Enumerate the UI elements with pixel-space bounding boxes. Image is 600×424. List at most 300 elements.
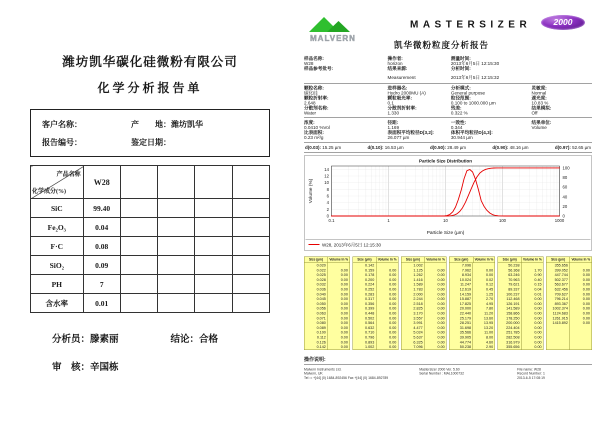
empty-cell [158,218,195,237]
info-field [304,56,388,66]
size-cell: 8.934 [450,273,473,278]
analyst-field [52,331,119,345]
size-cell: 20.000 [450,306,473,311]
volume-cell: 0.00 [340,344,348,350]
empty-header-cell [120,166,157,199]
size-header-cell: Size (µm) [498,257,522,263]
svg-text:Volume (%): Volume (%) [309,178,314,204]
report-no-label: 报告编号： [42,138,82,147]
size-cell: 10.024 [450,277,473,282]
notes-label: 操作说明: [304,356,326,363]
volume-cell: 0.15 [534,282,542,287]
volume-cell: 0.00 [389,291,397,297]
size-cell: 5.024 [401,330,424,335]
info-field-value: 1.330 [387,110,400,116]
size-cell: 0.050 [305,301,328,306]
divider [304,364,592,365]
corner-bottom-label: 化学成分(%) [32,189,66,195]
volume-header-cell: Volume In % [523,258,542,262]
volume-cell: 0.00 [437,291,445,297]
info-field-label: 分析时间: [450,66,471,71]
d-value: d(0.03): 15.25 µm [305,145,342,150]
size-table-row [450,345,495,350]
malvern-logo-icon [307,14,363,44]
size-cell: 7.962 [450,268,473,273]
volume-cell: 0.00 [340,339,348,345]
size-cell: 282.508 [498,335,521,340]
volume-cell: 0.00 [582,286,590,292]
component-name-cell: SiC [31,199,84,218]
chemical-analysis-report [30,52,270,373]
size-cell: 563.677 [547,282,570,287]
footer-file-info [517,368,592,381]
svg-text:1000: 1000 [554,218,565,223]
table-row [31,294,270,313]
size-cell: 89.337 [498,287,521,292]
mastersizer-2000-badge [541,15,585,30]
info-field-value: 0.344 [450,125,463,130]
corner-cell [31,166,84,199]
volume-cell: 0.00 [485,267,494,273]
volume-cell: 0.00 [582,306,590,311]
company-name: 潍坊凯华碳化硅微粉有限公司 [62,55,238,69]
volume-cell: 0.00 [340,296,348,302]
svg-text:MALVERN: MALVERN [310,34,356,43]
volume-cell: 0.00 [437,344,445,350]
size-cell: 1002.374 [547,306,570,311]
volume-cell: 0.00 [340,306,348,311]
empty-header-cell [232,166,269,199]
empty-cell [195,199,232,218]
footer-line: 2013-6-5 17:08:19 [517,376,545,380]
size-cell: 70.963 [498,277,521,282]
size-cell: 0.080 [305,321,328,326]
size-cell: 31.698 [450,325,473,330]
volume-cell: 0.02 [485,277,494,282]
empty-cell [232,218,269,237]
volume-cell: 13.60 [483,315,494,321]
info-field-label: 结果模拟: [531,105,552,111]
size-cell: 14.159 [450,292,473,297]
svg-text:14: 14 [324,166,329,172]
info-field [388,56,451,66]
psd-chart-svg [306,157,586,237]
size-cell: 1261.915 [547,316,570,321]
size-cell: 0.317 [353,297,376,302]
empty-cell [195,218,232,237]
volume-cell: 0.00 [340,282,348,287]
volume-cell: 0.00 [340,301,348,306]
size-cell: 1.002 [401,263,424,268]
size-cell: 50.238 [498,263,521,268]
size-cell: 39.905 [450,335,473,340]
size-table-row [547,345,592,350]
svg-text:0: 0 [326,213,329,219]
size-table-group [546,257,592,350]
info-field-value: Measurement [387,75,416,80]
empty-cell [158,294,195,313]
origin-label: 产 地： [131,120,171,129]
info-field [388,120,451,130]
component-name-cell: Fe₂O₃ [31,218,84,237]
size-cell: 1.262 [401,273,424,278]
d-values-row [305,145,591,150]
volume-cell: 0.00 [389,282,397,287]
info-field [451,120,532,130]
info-field [304,66,388,81]
size-cell: 56.368 [498,268,521,273]
info-field-label: 分析模式: [450,85,471,91]
size-cell: 141.589 [498,306,521,311]
empty-header-cell [158,166,195,199]
size-cell: 6.325 [401,340,424,345]
volume-cell: 0.12 [485,282,494,287]
info-field [451,106,532,116]
volume-cell: 0.00 [389,325,397,330]
volume-cell: 0.00 [534,296,542,302]
volume-cell: 11.00 [484,330,494,335]
origin-field [131,119,203,130]
d-value-label: d(0.97): [554,145,571,150]
volume-cell: 8.00 [485,334,494,340]
d-value-label: d(0.10): [367,145,384,150]
empty-header-cell [195,166,232,199]
volume-cell: 1.70 [534,267,542,273]
volume-cell: 0.00 [389,272,397,278]
volume-cell: 0.00 [389,339,397,345]
volume-cell: 0.00 [534,301,542,306]
size-cell: 502.377 [547,277,570,282]
size-cell: 15.887 [450,297,473,302]
size-cell: 2.825 [401,306,424,311]
volume-cell: 2.90 [485,344,494,350]
volume-header-cell: Volume In % [377,258,397,262]
svg-text:80: 80 [562,175,568,181]
size-cell: 0.020 [305,263,328,268]
size-header-cell: Size (µm) [353,257,377,263]
size-cell: 17.825 [450,301,473,306]
info-field [388,106,451,116]
component-value-cell: 0.09 [83,256,120,275]
mastersizer-report [304,10,592,410]
size-cell: 0.796 [353,335,376,340]
conclusion-field [171,331,219,345]
volume-cell: 2.70 [485,296,494,302]
empty-cell [120,294,157,313]
info-field [451,96,532,106]
info-field [532,106,592,116]
size-cell: 0.142 [353,263,376,268]
svg-text:10: 10 [324,180,329,186]
size-cell: 0.126 [305,340,328,345]
volume-cell: 0.00 [534,325,542,330]
info-row [304,66,592,81]
size-cell: 355.656 [498,345,521,350]
size-cell: 112.468 [498,297,521,302]
mastersizer-wordmark: MASTERSIZER [410,19,532,30]
size-cell: 0.028 [305,277,328,282]
size-cell: 0.200 [353,277,376,282]
volume-cell: 0.00 [389,334,397,340]
volume-header-cell: Volume In % [571,258,591,262]
size-cell: 3.170 [401,311,424,316]
empty-cell [232,294,269,313]
empty-cell [195,275,232,294]
info-row [304,120,592,130]
info-row [304,106,592,116]
report-info-box [30,109,270,157]
svg-text:2: 2 [326,206,329,212]
size-header-cell: Size (µm) [547,257,571,263]
info-field-value: General purpose [450,90,486,96]
volume-cell: 0.00 [389,315,397,321]
size-header-cell: Size (µm) [401,257,425,263]
info-field-label: 一致性: [450,120,467,125]
origin-value: 潍坊凯华 [171,120,203,129]
svg-text:10: 10 [443,218,448,223]
size-cell: 709.627 [547,292,570,297]
volume-cell: 0.00 [389,344,397,350]
info-field-value: horizon [387,61,403,66]
footer-line: Malvern, UK [304,372,323,376]
volume-cell: 0.00 [437,315,445,321]
volume-cell: 0.00 [437,286,445,292]
size-cell: 0.089 [305,325,328,330]
size-cell: 200.000 [498,321,521,326]
volume-cell: 0.00 [437,325,445,330]
product-name-cell: W28 [83,166,120,199]
chart-legend [306,240,591,250]
volume-cell: 0.00 [582,320,590,326]
volume-cell: 0.00 [582,282,590,287]
size-table-group [449,257,495,350]
particle-size-chart [304,156,592,251]
info-field-label: 体积平均粒径D[4,3]: [450,130,493,135]
info-field-label: 比表面积: [304,130,324,135]
size-table-row [305,345,350,350]
volume-cell: 0.00 [340,325,348,330]
size-table-group [352,257,398,350]
volume-cell: 0.00 [340,277,348,282]
volume-cell: 0.00 [534,334,542,340]
info-field-value: 26.077 µm [387,135,410,140]
volume-cell: 0.40 [534,277,542,282]
info-field [388,96,451,106]
volume-cell: 0.45 [485,286,494,292]
volume-cell: 0.00 [582,310,590,316]
info-field-label: 样品参考批号: [304,66,334,71]
size-cell: 0.159 [353,268,376,273]
footer-line: Serial Number : MAL1000732 [419,372,464,376]
volume-cell: 0.00 [340,320,348,326]
d-value: d(0.10): 16.53 µm [367,145,404,150]
report-footer [304,368,592,381]
size-cell: 0.283 [353,292,376,297]
size-cell: 1124.683 [547,311,570,316]
empty-cell [120,256,157,275]
d-value-label: d(0.50): [429,145,446,150]
size-cell: 0.399 [353,306,376,311]
volume-cell: 0.04 [534,286,542,292]
info-field-label: 操作者: [387,56,403,61]
info-field-label: 粒径范围: [450,95,471,101]
info-field [532,120,592,130]
size-cell: 0.224 [353,282,376,287]
footer-instrument [419,368,517,381]
footer-line: Mastersizer 2000 Ver. 5.60 [419,367,460,372]
info-row [304,130,592,140]
empty-cell [195,294,232,313]
info-field-label: 分散剂名称: [304,105,329,111]
svg-text:Particle Size Distribution: Particle Size Distribution [418,158,473,164]
svg-text:40: 40 [562,194,568,200]
footer-manufacturer [304,368,419,381]
info-field [532,96,592,106]
info-field-value: 2013年6月5日 12:15:30 [450,61,500,66]
info-field-value: 0.100 to 1000.000 µm [450,100,496,106]
table-row [31,237,270,256]
divider [304,152,592,153]
size-cell: 1.589 [401,282,424,287]
volume-cell: 0.00 [582,267,590,273]
volume-cell: 4.60 [485,339,494,345]
empty-cell [232,237,269,256]
size-cell: 3.557 [401,316,424,321]
volume-cell: 0.00 [340,291,348,297]
size-table-group [498,257,544,350]
volume-cell [570,345,592,350]
volume-cell: 0.00 [582,272,590,278]
volume-cell: 0.00 [437,330,445,335]
empty-cell [195,256,232,275]
svg-text:12: 12 [324,173,329,179]
info-field-value: Off [531,110,538,116]
size-cell: 79.621 [498,282,521,287]
empty-cell [120,218,157,237]
size-cell: 12.619 [450,287,473,292]
svg-text:100: 100 [562,165,570,171]
info-field [451,66,592,81]
footer-line: File name: W28 [517,367,541,372]
size-distribution-table [304,257,592,350]
svg-text:60: 60 [562,184,568,190]
size-cell: 126.191 [498,301,521,306]
footer-line: Malvern Instruments Ltd. [304,367,342,372]
size-cell: 0.112 [305,335,328,340]
volume-cell: 0.00 [534,306,542,311]
size-cell: 0.178 [353,273,376,278]
size-table-row [353,345,398,350]
info-field-label: 残差: [450,105,462,111]
svg-text:0: 0 [562,213,565,219]
table-row [31,275,270,294]
size-cell: 63.246 [498,273,521,278]
corner-top-label: 产品名称 [56,172,81,178]
table-header-row [31,166,270,199]
size-cell: 0.071 [305,316,328,321]
size-cell: 0.502 [353,316,376,321]
volume-cell: 0.00 [437,310,445,316]
size-cell: 447.744 [547,273,570,278]
info-field [451,86,532,96]
report-header [304,10,592,56]
size-cell: 0.564 [353,321,376,326]
size-table-row [401,345,446,350]
volume-cell: 0.00 [582,291,590,297]
volume-cell: 0.00 [389,310,397,316]
model-number: 2000 [553,17,573,27]
size-cell: 1415.892 [547,321,570,326]
report-title: 化学分析报告单 [97,81,203,95]
svg-text:1: 1 [387,218,390,223]
size-cell: 251.785 [498,330,521,335]
size-cell: 0.022 [305,268,328,273]
volume-header-cell: Volume In % [426,258,445,262]
svg-text:0.1: 0.1 [328,218,335,223]
size-cell [547,345,570,350]
volume-cell: 0.00 [437,272,445,278]
volume-cell: 4.95 [485,301,494,306]
empty-cell [232,199,269,218]
size-cell: 44.774 [450,340,473,345]
size-cell: 0.356 [353,301,376,306]
info-field-value: 碳化硅 [304,90,318,96]
svg-text:6: 6 [326,193,329,199]
volume-cell: 0.00 [582,301,590,306]
size-header-cell: Size (µm) [305,257,329,263]
info-field-value: W28 [304,61,314,66]
svg-text:Particle Size (µm): Particle Size (µm) [426,231,465,236]
reviewer-label: 审 核： [52,363,91,373]
size-cell: 0.710 [353,330,376,335]
info-field [388,66,451,81]
table-row [31,218,270,237]
legend-label: W28, 2013年6月5日 12:15:30 [322,242,382,248]
size-cell: 1.002 [353,345,376,350]
size-cell: 5.637 [401,335,424,340]
info-field-label: 颗粒吸光率: [387,95,413,101]
size-cell: 2.000 [401,292,424,297]
volume-cell: 0.00 [437,320,445,326]
info-field-value: 2013年6月5日 12:15:32 [450,75,500,80]
customer-name-label: 客户名称： [42,120,82,129]
size-cell: 1.125 [401,268,424,273]
size-cell: 0.252 [353,287,376,292]
footer-line: Tel := +[44] (0) 1684-892456 Fax +[44] (0) 1684-892789 [304,376,389,380]
info-field-label: 浓度: [304,120,315,125]
chart-plot-area [306,157,591,240]
info-field-value: 10.83 % [531,100,549,106]
empty-cell [232,275,269,294]
info-field-label: 灵敏度: [531,85,547,91]
legend-line-sample [309,244,320,245]
info-field-label: 分散剂折射率: [387,105,417,111]
volume-cell: 0.90 [534,272,542,278]
size-cell: 100.237 [498,292,521,297]
volume-cell: 0.00 [389,320,397,326]
volume-cell: 0.00 [437,334,445,340]
size-header-cell: Size (µm) [450,257,474,263]
d-value-label: d(0.90): [492,145,509,150]
info-field-label: 测量时间: [450,56,471,61]
empty-cell [158,237,195,256]
component-name-cell: PH [31,275,84,294]
info-field [532,86,592,96]
volume-cell: 0.00 [340,272,348,278]
size-cell: 632.456 [547,287,570,292]
volume-cell: 0.00 [437,296,445,302]
size-cell: 0.045 [305,297,328,302]
